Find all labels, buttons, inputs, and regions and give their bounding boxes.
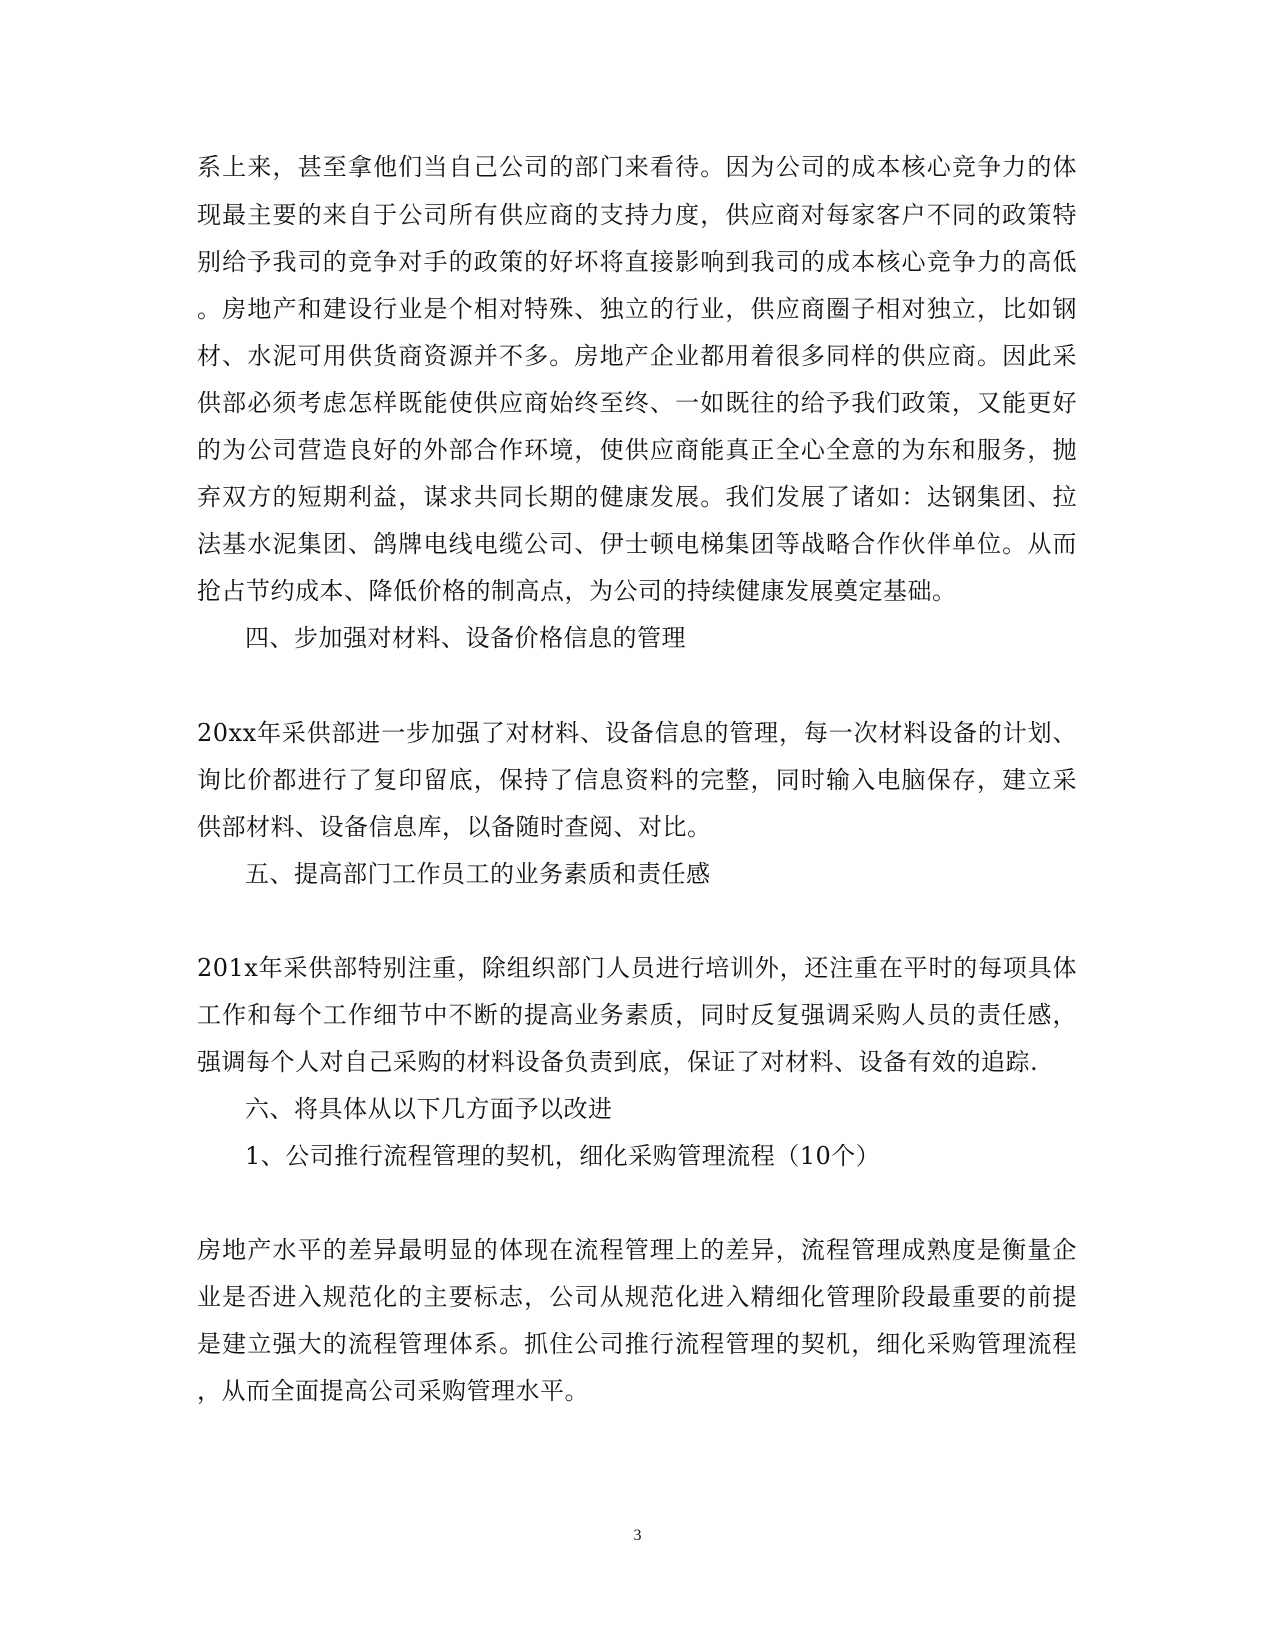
paragraph-line: 现最主要的来自于公司所有供应商的支持力度，供应商对每家客户不同的政策特	[197, 201, 1077, 229]
section-heading-5: 五、提高部门工作员工的业务素质和责任感	[245, 860, 711, 888]
paragraph-line: 强调每个人对自己采购的材料设备负责到底，保证了对材料、设备有效的追踪.	[197, 1048, 1039, 1076]
paragraph-line: 。房地产和建设行业是个相对特殊、独立的行业，供应商圈子相对独立，比如钢	[197, 295, 1077, 323]
paragraph-line: 业是否进入规范化的主要标志，公司从规范化进入精细化管理阶段最重要的前提	[197, 1283, 1077, 1311]
paragraph-line: 系上来，甚至拿他们当自己公司的部门来看待。因为公司的成本核心竞争力的体	[197, 153, 1077, 181]
paragraph-line: 房地产水平的差异最明显的体现在流程管理上的差异，流程管理成熟度是衡量企	[197, 1236, 1077, 1264]
paragraph-line: 供部必须考虑怎样既能使供应商始终至终、一如既往的给予我们政策，又能更好	[197, 389, 1077, 417]
paragraph-line: 法基水泥集团、鸽牌电线电缆公司、伊士顿电梯集团等战略合作伙伴单位。从而	[197, 530, 1077, 558]
section-heading-6: 六、将具体从以下几方面予以改进	[245, 1095, 613, 1123]
paragraph-line: 20xx年采供部进一步加强了对材料、设备信息的管理，每一次材料设备的计划、	[197, 719, 1077, 747]
paragraph-line: 工作和每个工作细节中不断的提高业务素质，同时反复强调采购人员的责任感，	[197, 1001, 1077, 1029]
paragraph-line: 是建立强大的流程管理体系。抓住公司推行流程管理的契机，细化采购管理流程	[197, 1330, 1077, 1358]
paragraph-line: 的为公司营造良好的外部合作环境，使供应商能真正全心全意的为东和服务，抛	[197, 436, 1077, 464]
paragraph-line: 弃双方的短期利益，谋求共同长期的健康发展。我们发展了诸如：达钢集团、拉	[197, 483, 1077, 511]
paragraph-line: 别给予我司的竞争对手的政策的好坏将直接影响到我司的成本核心竞争力的高低	[197, 248, 1077, 276]
paragraph-line: 抢占节约成本、降低价格的制高点，为公司的持续健康发展奠定基础。	[197, 577, 957, 605]
paragraph-line: 201x年采供部特别注重，除组织部门人员进行培训外，还注重在平时的每项具体	[197, 954, 1077, 982]
paragraph-line: 询比价都进行了复印留底，保持了信息资料的完整，同时输入电脑保存，建立采	[197, 766, 1077, 794]
subsection-heading-6-1: 1、公司推行流程管理的契机，细化采购管理流程（10个）	[245, 1142, 881, 1170]
section-heading-4: 四、步加强对材料、设备价格信息的管理	[245, 624, 686, 652]
paragraph-line: 材、水泥可用供货商资源并不多。房地产企业都用着很多同样的供应商。因此采	[197, 342, 1077, 370]
paragraph-line: 供部材料、设备信息库，以备随时查阅、对比。	[197, 813, 712, 841]
page-number: 3	[633, 1527, 642, 1544]
paragraph-line: ，从而全面提高公司采购管理水平。	[197, 1377, 589, 1405]
